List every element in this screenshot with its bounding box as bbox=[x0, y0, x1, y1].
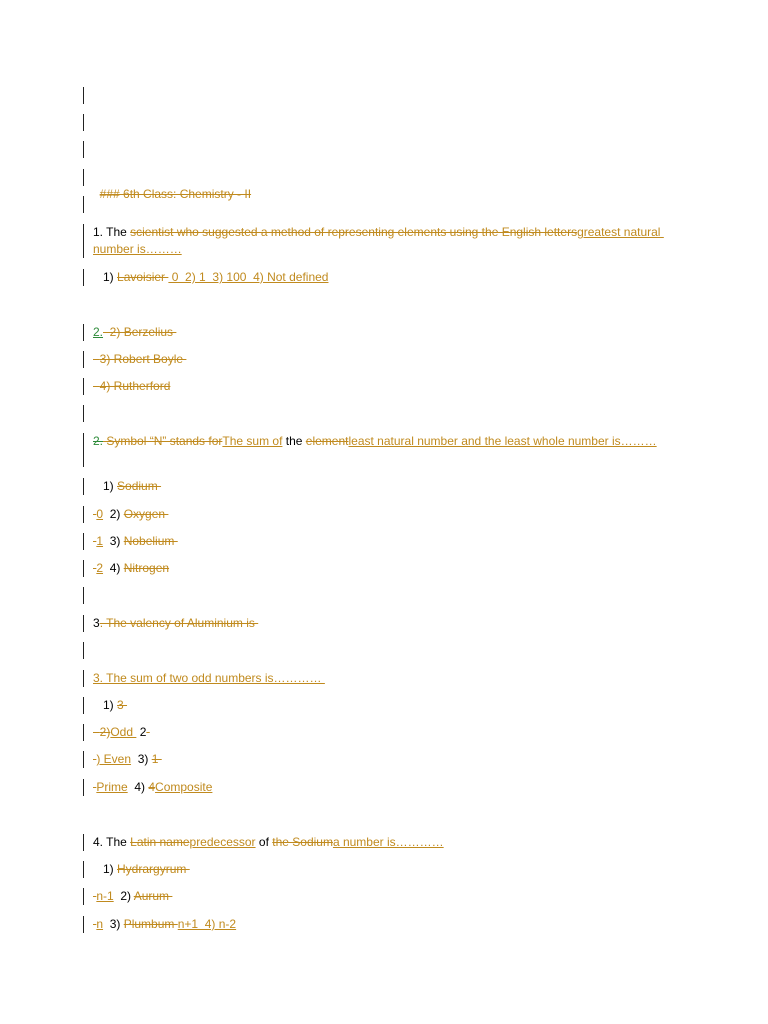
option-prefix: 1) bbox=[103, 862, 118, 876]
plain-text: 2 bbox=[136, 725, 147, 739]
change-bar bbox=[83, 478, 84, 495]
deleted-text: the Sodium bbox=[272, 835, 333, 849]
option-line bbox=[93, 861, 703, 878]
deleted-text: 2. bbox=[93, 434, 104, 448]
option-prefix: 1) bbox=[103, 270, 118, 284]
option-prefix: 2) bbox=[103, 507, 124, 521]
deleted-text: Sodium bbox=[117, 479, 162, 493]
inserted-text: a number is………… bbox=[332, 835, 444, 849]
option-prefix: 3) bbox=[103, 534, 124, 548]
deleted-option-line bbox=[93, 351, 693, 368]
inserted-text: greatest natural number is……… bbox=[93, 225, 664, 256]
inserted-text: least natural number and the least whole number is……… bbox=[348, 434, 657, 448]
deleted-text: element bbox=[305, 434, 349, 448]
option-prefix: 4) bbox=[103, 561, 124, 575]
change-bar bbox=[83, 888, 84, 905]
option-line bbox=[93, 478, 703, 495]
change-bar bbox=[83, 724, 84, 741]
inserted-text: 2 bbox=[96, 561, 104, 575]
change-bar bbox=[83, 751, 84, 768]
deleted-text: scientist who suggested a method of representing elements using the English letters bbox=[130, 225, 578, 239]
change-bar bbox=[83, 141, 84, 158]
deleted-text: Oxygen bbox=[123, 507, 169, 521]
option-prefix: 1) bbox=[103, 479, 118, 493]
option-line bbox=[93, 560, 693, 577]
plain-text: the bbox=[282, 434, 306, 448]
change-bar bbox=[83, 506, 84, 523]
deleted-text: 2) bbox=[93, 725, 111, 739]
deleted-text: 4 bbox=[148, 780, 156, 794]
change-bar bbox=[83, 224, 84, 258]
option-prefix: 4) bbox=[127, 780, 149, 794]
change-bar bbox=[83, 351, 84, 368]
change-bar bbox=[83, 269, 84, 286]
change-bar bbox=[83, 433, 84, 467]
question-3-deleted bbox=[93, 615, 693, 632]
change-bar bbox=[83, 533, 84, 550]
change-bar bbox=[83, 405, 84, 422]
plain-text: of bbox=[255, 835, 273, 849]
deleted-option-line bbox=[93, 378, 693, 395]
deleted-text: Symbol “N” stands for bbox=[103, 434, 223, 448]
inserted-text: 0 2) 1 3) 100 4) Not defined bbox=[168, 270, 329, 284]
inserted-text: n+1 4) n-2 bbox=[177, 917, 237, 931]
deleted-option-line bbox=[93, 324, 693, 341]
deleted-text: Hydrargyrum bbox=[117, 862, 190, 876]
heading-deleted: ### 6th Class: Chemistry - II bbox=[99, 187, 252, 201]
option-prefix: 3) bbox=[103, 917, 124, 931]
change-bar bbox=[83, 587, 84, 604]
question-4 bbox=[93, 834, 693, 851]
inserted-text: The sum of bbox=[222, 434, 283, 448]
deleted-text: Aurum bbox=[133, 889, 173, 903]
deleted-text: 3 bbox=[117, 698, 128, 712]
option-line bbox=[93, 533, 693, 550]
change-bar bbox=[83, 114, 84, 131]
deleted-text: 2) Berzelius bbox=[103, 325, 177, 339]
question-3 bbox=[93, 670, 693, 687]
inserted-text: 2. bbox=[93, 325, 104, 339]
deleted-text: Latin name bbox=[130, 835, 190, 849]
deleted-text: 1 bbox=[151, 752, 162, 766]
change-bar bbox=[83, 670, 84, 687]
change-bar bbox=[83, 560, 84, 577]
question-1-options bbox=[93, 269, 703, 286]
question-2 bbox=[93, 433, 693, 450]
change-bar bbox=[83, 834, 84, 851]
inserted-text: n bbox=[96, 917, 104, 931]
option-line bbox=[93, 888, 693, 905]
option-line bbox=[93, 724, 693, 741]
deleted-text: . The valency of Aluminium is bbox=[99, 616, 259, 630]
option-line bbox=[93, 916, 693, 933]
deleted-text: Lavoisier bbox=[117, 270, 169, 284]
page-heading bbox=[93, 169, 693, 203]
question-number: 4. The bbox=[93, 835, 131, 849]
option-line bbox=[93, 697, 703, 714]
change-bar bbox=[83, 615, 84, 632]
change-bar bbox=[83, 642, 84, 659]
deleted-text: Plumbum bbox=[123, 917, 178, 931]
inserted-text: 1 bbox=[96, 534, 104, 548]
change-bar bbox=[83, 87, 84, 104]
change-bar bbox=[83, 697, 84, 714]
inserted-text: ) Even bbox=[96, 752, 132, 766]
change-bar bbox=[83, 169, 84, 186]
option-line bbox=[93, 506, 693, 523]
change-bar bbox=[83, 861, 84, 878]
question-number: 1. The bbox=[93, 225, 131, 239]
inserted-text: predecessor bbox=[189, 835, 256, 849]
deleted-text: 4) Rutherford bbox=[93, 379, 171, 393]
inserted-text: 3. The sum of two odd numbers is………… bbox=[93, 671, 325, 685]
change-bar bbox=[83, 324, 84, 341]
change-bar bbox=[83, 916, 84, 933]
option-prefix: 2) bbox=[113, 889, 134, 903]
question-1 bbox=[93, 224, 693, 258]
option-line bbox=[93, 779, 693, 796]
deleted-text: Nobelium bbox=[123, 534, 178, 548]
option-prefix: 3) bbox=[131, 752, 152, 766]
change-bar bbox=[83, 779, 84, 796]
inserted-text: 0 bbox=[96, 507, 104, 521]
inserted-text: Prime bbox=[96, 780, 128, 794]
question-number: 3 bbox=[93, 616, 100, 630]
inserted-text: Odd bbox=[110, 725, 137, 739]
deleted-text: Nitrogen bbox=[123, 561, 170, 575]
inserted-text: Composite bbox=[155, 780, 213, 794]
inserted-text: n-1 bbox=[96, 889, 114, 903]
deleted-text: 3) Robert Boyle bbox=[93, 352, 187, 366]
option-line bbox=[93, 751, 693, 768]
change-bar bbox=[83, 378, 84, 395]
change-bar bbox=[83, 196, 84, 213]
option-prefix: 1) bbox=[103, 698, 118, 712]
